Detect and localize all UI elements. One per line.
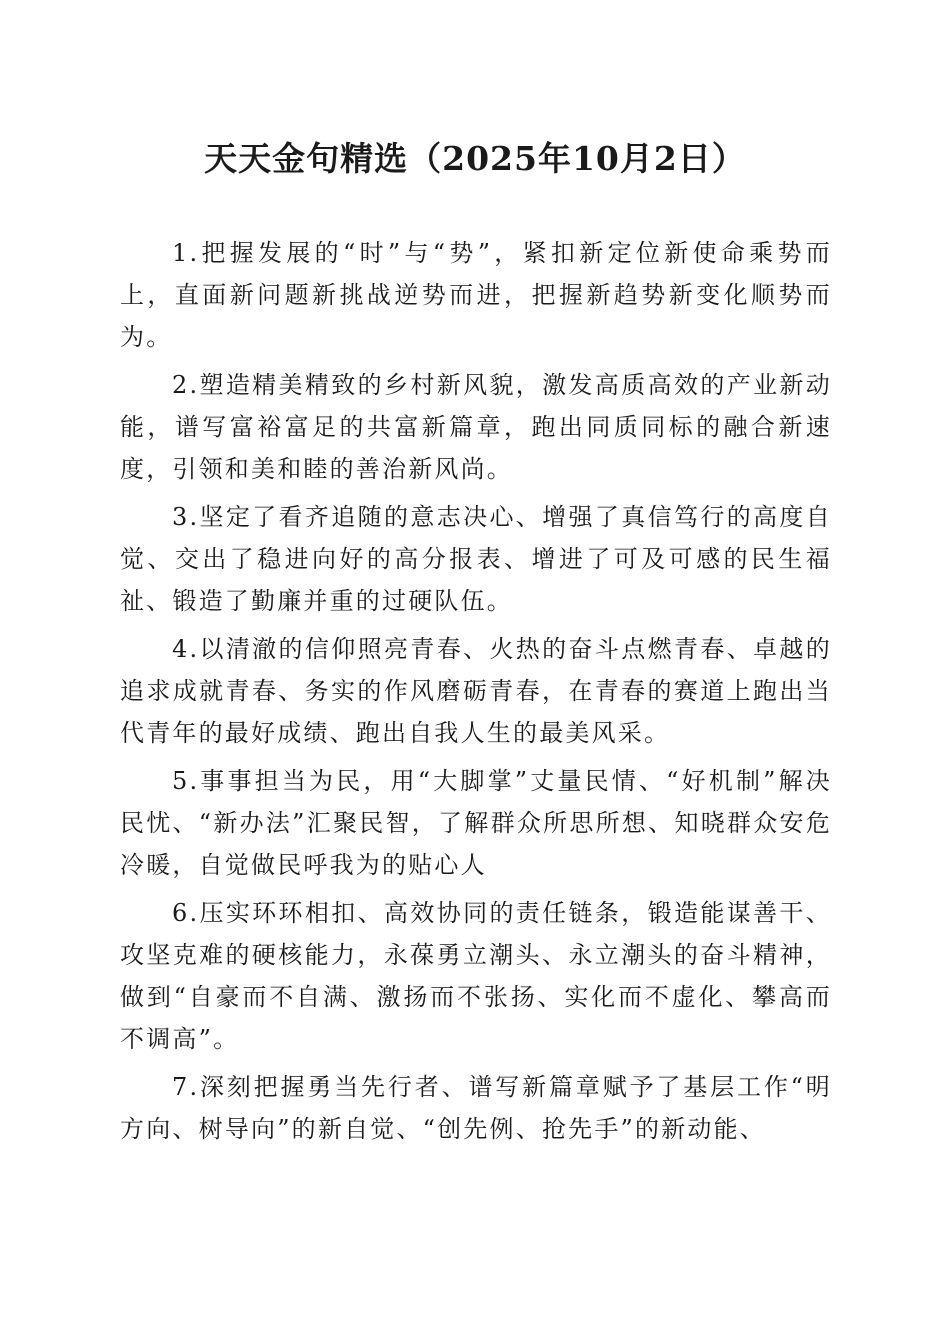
paragraph-7: 7.深刻把握勇当先行者、谱写新篇章赋予了基层工作“明方向、树导向”的新自觉、“创先例、抢先手”的新动能、 [120,1073,832,1143]
paragraph-4: 4.以清澈的信仰照亮青春、火热的奋斗点燃青春、卓越的追求成就青春、务实的作风磨砺青春，在青春的赛道上跑出当代青年的最好成绩、跑出自我人生的最美风采。 [120,635,832,747]
document-body [120,232,832,1156]
paragraph-6: 6.压实环环相扣、高效协同的责任链条，锻造能谋善干、攻坚克难的硬核能力，永葆勇立潮头、永立潮头的奋斗精神，做到“自豪而不自满、激扬而不张扬、实化而不虚化、攀高而不调高”。 [120,899,832,1053]
paragraph-5: 5.事事担当为民，用“大脚掌”丈量民情、“好机制”解决民忧、“新办法”汇聚民智，了解群众所思所想、知晓群众安危冷暖，自觉做民呼我为的贴心人 [120,767,832,879]
paragraph-2: 2.塑造精美精致的乡村新风貌，激发高质高效的产业新动能，谱写富裕富足的共富新篇章，跑出同质同标的融合新速度，引领和美和睦的善治新风尚。 [120,371,832,483]
paragraph-1: 1.把握发展的“时”与“势”，紧扣新定位新使命乘势而上，直面新问题新挑战逆势而进，把握新趋势新变化顺势而为。 [120,239,832,351]
paragraph-3: 3.坚定了看齐追随的意志决心、增强了真信笃行的高度自觉、交出了稳进向好的高分报表、增进了可及可感的民生福祉、锻造了勤廉并重的过硬队伍。 [120,503,832,615]
document-title: 天天金句精选（2025年10月2日） [204,139,746,178]
